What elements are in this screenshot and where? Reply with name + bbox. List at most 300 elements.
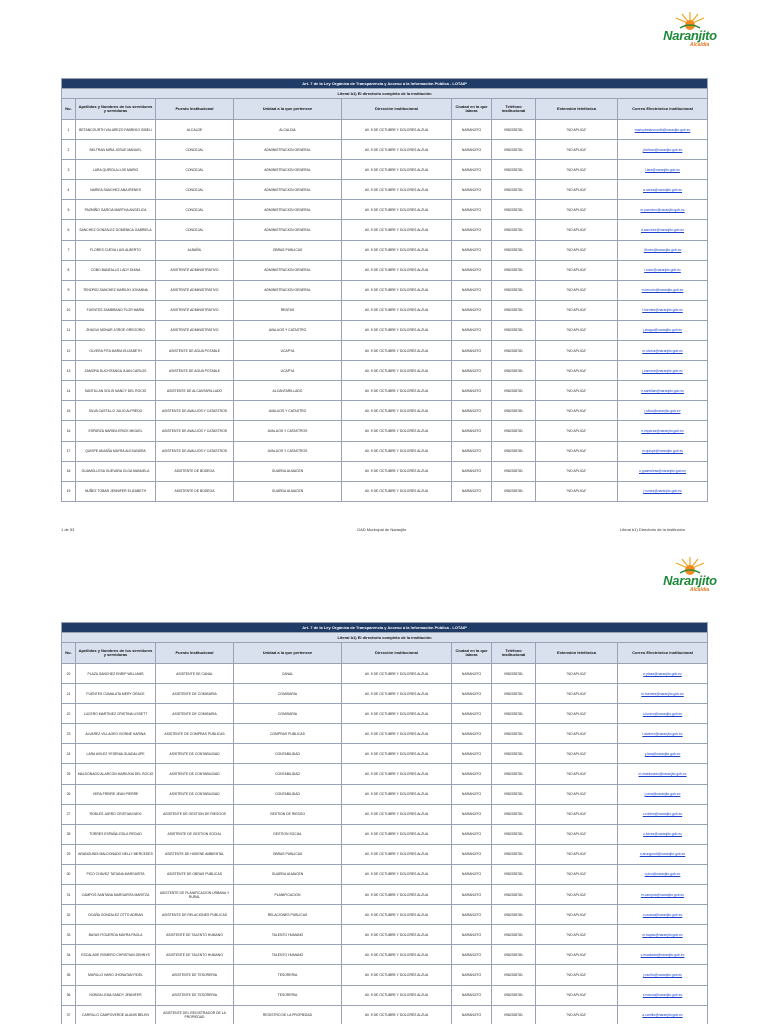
col-header-unidad: Unidad a la que pertenece bbox=[234, 99, 342, 120]
cell-ciudad: NARANJITO bbox=[452, 300, 492, 320]
cell-ciudad: NARANJITO bbox=[452, 704, 492, 724]
cell-telefono: 0982335781 bbox=[492, 1005, 536, 1024]
cell-no: 11 bbox=[62, 320, 76, 340]
table-row bbox=[62, 724, 708, 744]
cell-no: 24 bbox=[62, 744, 76, 764]
cell-direccion: AV. 9 DE OCTUBRE Y DOLORES ALZUA bbox=[342, 300, 452, 320]
cell-no: 12 bbox=[62, 341, 76, 361]
cell-no: 17 bbox=[62, 441, 76, 461]
cell-telefono: 0982335781 bbox=[492, 120, 536, 140]
cell-ciudad: NARANJITO bbox=[452, 140, 492, 160]
cell-name: FUENTES ZAMBRANO FLOR MARIA bbox=[76, 300, 156, 320]
cell-unidad: AVALUOS Y CATASTROS bbox=[234, 421, 342, 441]
email-link[interactable]: m.tenorio@naranjito.gob.ec bbox=[641, 288, 684, 293]
cell-email bbox=[618, 140, 708, 160]
cell-telefono: 0982335781 bbox=[492, 341, 536, 361]
table-row bbox=[62, 120, 708, 140]
cell-telefono: 0982335781 bbox=[492, 925, 536, 945]
email-link[interactable]: a.narea@naranjito.gob.ec bbox=[642, 187, 683, 192]
cell-email bbox=[618, 905, 708, 925]
email-link[interactable]: z.torres@naranjito.gob.ec bbox=[643, 832, 682, 837]
cell-extension: "NO APLICA" bbox=[536, 441, 618, 461]
cell-name: BETANCOURTH VALAREZO FABRIXIO GIBELI bbox=[76, 120, 156, 140]
cell-unidad: ALCANTARILLADO bbox=[234, 381, 342, 401]
cell-unidad: COMISARIA bbox=[234, 684, 342, 704]
cell-direccion: AV. 9 DE OCTUBRE Y DOLORES ALZUA bbox=[342, 140, 452, 160]
cell-name: LARA QUIROLA LUIS MARIO bbox=[76, 160, 156, 180]
cell-extension: "NO APLICA" bbox=[536, 200, 618, 220]
cell-direccion: AV. 9 DE OCTUBRE Y DOLORES ALZUA bbox=[342, 320, 452, 340]
cell-unidad: ADMINISTRACION GENERAL bbox=[234, 220, 342, 240]
cell-name: ESPARZA NARIEA ERICK MIGUEL bbox=[76, 421, 156, 441]
cell-telefono: 0982335781 bbox=[492, 885, 536, 905]
cell-name: TENORIO SANCHEZ MARIUXI JOHANNA bbox=[76, 280, 156, 300]
cell-name: NUÑEZ TOBAR JENNIFER ELIZABETH bbox=[76, 481, 156, 501]
directory-table bbox=[61, 78, 708, 502]
cell-extension: "NO APLICA" bbox=[536, 684, 618, 704]
cell-direccion: AV. 9 DE OCTUBRE Y DOLORES ALZUA bbox=[342, 784, 452, 804]
cell-puesto: ASISTENTE DE OBRAS PUBLICAS bbox=[156, 864, 234, 884]
table-row bbox=[62, 744, 708, 764]
cell-telefono: 0982335781 bbox=[492, 784, 536, 804]
cell-unidad: GUARDA ALMACEN bbox=[234, 461, 342, 481]
cell-extension: "NO APLICA" bbox=[536, 965, 618, 985]
table-subtitle: Literal b1) El directorio completo de la institución bbox=[62, 89, 708, 99]
email-link[interactable]: y.lara@naranjito.gob.ec bbox=[644, 751, 681, 756]
cell-puesto: ASISTENTE ADMINISTRATIVO bbox=[156, 280, 234, 300]
cell-name: MALDONADO ALARCON MARIUXIA DEL ROCIO bbox=[76, 764, 156, 784]
cell-puesto: CONCEJAL bbox=[156, 200, 234, 220]
table-row bbox=[62, 824, 708, 844]
cell-extension: "NO APLICA" bbox=[536, 341, 618, 361]
email-link[interactable]: m.campos@naranjito.gob.ec bbox=[640, 892, 685, 897]
cell-email bbox=[618, 320, 708, 340]
table-subtitle: Literal b1) El directorio completo de la institución bbox=[62, 633, 708, 643]
cell-direccion: AV. 9 DE OCTUBRE Y DOLORES ALZUA bbox=[342, 200, 452, 220]
email-link[interactable]: j.murillo@naranjito.gob.ec bbox=[642, 972, 683, 977]
cell-extension: "NO APLICA" bbox=[536, 844, 618, 864]
cell-telefono: 0982335781 bbox=[492, 220, 536, 240]
cell-ciudad: NARANJITO bbox=[452, 885, 492, 905]
cell-ciudad: NARANJITO bbox=[452, 965, 492, 985]
cell-no: 33 bbox=[62, 925, 76, 945]
email-link[interactable]: j.nunez@naranjito.gob.ec bbox=[643, 489, 682, 494]
email-link[interactable]: c.escalada@naranjito.gob.ec bbox=[640, 952, 685, 957]
cell-telefono: 0982335781 bbox=[492, 361, 536, 381]
naranjito-logo bbox=[660, 10, 720, 50]
table-row bbox=[62, 844, 708, 864]
table-row bbox=[62, 260, 708, 280]
email-link[interactable]: s.noboa@naranjito.gob.ec bbox=[642, 993, 683, 998]
cell-email bbox=[618, 965, 708, 985]
cell-puesto: ASISTENTE DE CONTABILIDAD bbox=[156, 744, 234, 764]
cell-telefono: 0982335781 bbox=[492, 260, 536, 280]
cell-email bbox=[618, 844, 708, 864]
cell-email bbox=[618, 925, 708, 945]
email-link[interactable]: m.pazmino@naranjito.gob.ec bbox=[640, 207, 685, 212]
cell-no: 22 bbox=[62, 704, 76, 724]
cell-email bbox=[618, 160, 708, 180]
cell-ciudad: NARANJITO bbox=[452, 684, 492, 704]
cell-name: OLVERA PITA MARIA ELIZABETH bbox=[76, 341, 156, 361]
cell-unidad: GESTION DE RIESGO bbox=[234, 804, 342, 824]
cell-no: 18 bbox=[62, 461, 76, 481]
cell-direccion: AV. 9 DE OCTUBRE Y DOLORES ALZUA bbox=[342, 965, 452, 985]
cell-ciudad: NARANJITO bbox=[452, 724, 492, 744]
cell-unidad: ADMINISTRACION GENERAL bbox=[234, 280, 342, 300]
cell-no: 7 bbox=[62, 240, 76, 260]
email-link[interactable]: d.sanchez@naranjito.gob.ec bbox=[640, 228, 685, 233]
cell-unidad: RENTAS bbox=[234, 300, 342, 320]
cell-ciudad: NARANJITO bbox=[452, 905, 492, 925]
table-row bbox=[62, 140, 708, 160]
cell-no: 31 bbox=[62, 885, 76, 905]
cell-extension: "NO APLICA" bbox=[536, 120, 618, 140]
table-row bbox=[62, 764, 708, 784]
cell-extension: "NO APLICA" bbox=[536, 180, 618, 200]
cell-puesto: ASISTENTE DE BODEGA bbox=[156, 461, 234, 481]
cell-ciudad: NARANJITO bbox=[452, 441, 492, 461]
cell-ciudad: NARANJITO bbox=[452, 200, 492, 220]
email-link[interactable]: c.robles@naranjito.gob.ec bbox=[642, 812, 683, 817]
email-link[interactable]: a.carrillo@naranjito.gob.ec bbox=[642, 1013, 683, 1018]
cell-no: 19 bbox=[62, 481, 76, 501]
email-link[interactable]: m.bayas@naranjito.gob.ec bbox=[642, 932, 683, 937]
table-row bbox=[62, 180, 708, 200]
email-link[interactable]: n.arungundi@naranjito.gob.ec bbox=[639, 852, 686, 857]
col-header-email: Correo Electrónico institucional bbox=[618, 99, 708, 120]
cell-puesto: ASISTENTE DE GESTION DE RIESGOS bbox=[156, 804, 234, 824]
email-link[interactable]: m.fuentes@naranjito.gob.ec bbox=[641, 691, 684, 696]
cell-email bbox=[618, 341, 708, 361]
cell-extension: "NO APLICA" bbox=[536, 764, 618, 784]
cell-extension: "NO APLICA" bbox=[536, 401, 618, 421]
cell-email bbox=[618, 421, 708, 441]
cell-no: 2 bbox=[62, 140, 76, 160]
col-header-telefono: Teléfono institucional bbox=[492, 643, 536, 664]
email-link[interactable]: f.fuentes@naranjito.gob.ec bbox=[642, 308, 683, 313]
table-row bbox=[62, 381, 708, 401]
cell-ciudad: NARANJITO bbox=[452, 120, 492, 140]
table-row bbox=[62, 965, 708, 985]
cell-unidad: REGISTRO DE LA PROPIEDAD bbox=[234, 1005, 342, 1024]
cell-direccion: AV. 9 DE OCTUBRE Y DOLORES ALZUA bbox=[342, 744, 452, 764]
cell-telefono: 0982335781 bbox=[492, 824, 536, 844]
table-row bbox=[62, 481, 708, 501]
cell-puesto: ASISTENTE DE TALENTO HUMANO bbox=[156, 945, 234, 965]
cell-extension: "NO APLICA" bbox=[536, 945, 618, 965]
cell-puesto: CONCEJAL bbox=[156, 220, 234, 240]
email-link[interactable]: i.alvarez@naranjito.gob.ec bbox=[642, 731, 683, 736]
email-link[interactable]: j.zhagui@naranjito.gob.ec bbox=[642, 328, 683, 333]
cell-puesto: ALBAÑIL bbox=[156, 240, 234, 260]
cell-telefono: 0982335781 bbox=[492, 461, 536, 481]
col-header-puesto: Puesto Institucional bbox=[156, 643, 234, 664]
cell-ciudad: NARANJITO bbox=[452, 461, 492, 481]
cell-direccion: AV. 9 DE OCTUBRE Y DOLORES ALZUA bbox=[342, 120, 452, 140]
cell-puesto: ASISTENTE DE AVALUOS Y CATASTROS bbox=[156, 441, 234, 461]
cell-ciudad: NARANJITO bbox=[452, 764, 492, 784]
cell-direccion: AV. 9 DE OCTUBRE Y DOLORES ALZUA bbox=[342, 441, 452, 461]
email-link[interactable]: m.olvera@naranjito.gob.ec bbox=[642, 348, 683, 353]
cell-puesto: ASISTENTE DE BODEGA bbox=[156, 481, 234, 501]
cell-ciudad: NARANJITO bbox=[452, 804, 492, 824]
col-header-no: No. bbox=[62, 643, 76, 664]
cell-puesto: ASISTENTE ADMINISTRATIVO bbox=[156, 260, 234, 280]
footer-center: GAD Municipal de Naranjito bbox=[357, 527, 407, 532]
cell-telefono: 0982335781 bbox=[492, 320, 536, 340]
cell-no: 10 bbox=[62, 300, 76, 320]
cell-email bbox=[618, 200, 708, 220]
cell-unidad: RELACIONES PUBLICAS bbox=[234, 905, 342, 925]
cell-name: LARA AVILEZ YESENIA GUADALUPE bbox=[76, 744, 156, 764]
cell-no: 29 bbox=[62, 844, 76, 864]
cell-direccion: AV. 9 DE OCTUBRE Y DOLORES ALZUA bbox=[342, 864, 452, 884]
table-row bbox=[62, 200, 708, 220]
cell-puesto: ASISTENTE DE CONTABILIDAD bbox=[156, 764, 234, 784]
cell-name: TORRES ESPAÑA ZOILA PIEDAD bbox=[76, 824, 156, 844]
cell-name: PAZMIÑO GARCIA MARTHA ANGELICA bbox=[76, 200, 156, 220]
cell-no: 4 bbox=[62, 180, 76, 200]
cell-email bbox=[618, 864, 708, 884]
email-link[interactable]: m.quispe@naranjito.gob.ec bbox=[641, 449, 684, 454]
cell-unidad: AVALUOS Y CATASTRO bbox=[234, 320, 342, 340]
cell-extension: "NO APLICA" bbox=[536, 280, 618, 300]
cell-direccion: AV. 9 DE OCTUBRE Y DOLORES ALZUA bbox=[342, 461, 452, 481]
cell-direccion: AV. 9 DE OCTUBRE Y DOLORES ALZUA bbox=[342, 945, 452, 965]
cell-telefono: 0982335781 bbox=[492, 664, 536, 684]
cell-unidad: ADMINISTRACION GENERAL bbox=[234, 140, 342, 160]
email-link[interactable]: e.esparza@naranjito.gob.ec bbox=[641, 428, 684, 433]
cell-direccion: AV. 9 DE OCTUBRE Y DOLORES ALZUA bbox=[342, 804, 452, 824]
cell-ciudad: NARANJITO bbox=[452, 844, 492, 864]
cell-ciudad: NARANJITO bbox=[452, 925, 492, 945]
email-link[interactable]: l.lara@naranjito.gob.ec bbox=[645, 167, 680, 172]
cell-extension: "NO APLICA" bbox=[536, 985, 618, 1005]
email-link[interactable]: m.maldonado@naranjito.gob.ec bbox=[638, 772, 687, 777]
cell-no: 16 bbox=[62, 421, 76, 441]
cell-email bbox=[618, 240, 708, 260]
cell-email bbox=[618, 461, 708, 481]
cell-name: SANTILLAN SOLIS NANCY DEL ROCIO bbox=[76, 381, 156, 401]
cell-puesto: ASISTENTE DE TESORERIA bbox=[156, 985, 234, 1005]
cell-name: FUENTES CUMALATA MERY GRACE bbox=[76, 684, 156, 704]
cell-ciudad: NARANJITO bbox=[452, 481, 492, 501]
email-link[interactable]: j.zamora@naranjito.gob.ec bbox=[642, 368, 683, 373]
cell-extension: "NO APLICA" bbox=[536, 240, 618, 260]
cell-email bbox=[618, 1005, 708, 1024]
cell-no: 9 bbox=[62, 280, 76, 300]
cell-name: NARIEA SANCHEZ ANA IRENES bbox=[76, 180, 156, 200]
directory-table bbox=[61, 622, 708, 1024]
cell-direccion: AV. 9 DE OCTUBRE Y DOLORES ALZUA bbox=[342, 905, 452, 925]
email-link[interactable]: e.plaza@naranjito.gob.ec bbox=[643, 671, 682, 676]
cell-telefono: 0982335781 bbox=[492, 724, 536, 744]
table-row bbox=[62, 220, 708, 240]
cell-telefono: 0982335781 bbox=[492, 704, 536, 724]
cell-puesto: ASISTENTE DE CANAL bbox=[156, 664, 234, 684]
col-header-no: No. bbox=[62, 99, 76, 120]
cell-telefono: 0982335781 bbox=[492, 684, 536, 704]
cell-telefono: 0982335781 bbox=[492, 160, 536, 180]
cell-no: 26 bbox=[62, 784, 76, 804]
cell-ciudad: NARANJITO bbox=[452, 361, 492, 381]
email-link[interactable]: l.cobo@naranjito.gob.ec bbox=[644, 268, 681, 273]
directory-table-wrapper bbox=[61, 78, 707, 502]
cell-extension: "NO APLICA" bbox=[536, 925, 618, 945]
cell-no: 6 bbox=[62, 220, 76, 240]
cell-extension: "NO APLICA" bbox=[536, 361, 618, 381]
cell-telefono: 0982335781 bbox=[492, 441, 536, 461]
email-link[interactable]: t.pico@naranjito.gob.ec bbox=[644, 872, 681, 877]
cell-no: 28 bbox=[62, 824, 76, 844]
cell-email bbox=[618, 985, 708, 1005]
cell-name: COBO BANZALLO LADY DIANA bbox=[76, 260, 156, 280]
table-row bbox=[62, 945, 708, 965]
cell-puesto: ASISTENTE DE CONTABILIDAD bbox=[156, 784, 234, 804]
cell-extension: "NO APLICA" bbox=[536, 300, 618, 320]
cell-extension: "NO APLICA" bbox=[536, 784, 618, 804]
email-link[interactable]: j.silva@naranjito.gob.ec bbox=[644, 408, 681, 413]
cell-unidad: CONTABILIDAD bbox=[234, 764, 342, 784]
cell-unidad: ADMINISTRACION GENERAL bbox=[234, 180, 342, 200]
table-row bbox=[62, 1005, 708, 1024]
table-row bbox=[62, 664, 708, 684]
cell-extension: "NO APLICA" bbox=[536, 320, 618, 340]
email-link[interactable]: c.lucero@naranjito.gob.ec bbox=[642, 711, 683, 716]
cell-no: 13 bbox=[62, 361, 76, 381]
cell-puesto: ASISTENTE DE AVALUOS Y CATASTROS bbox=[156, 401, 234, 421]
cell-email bbox=[618, 784, 708, 804]
table-row bbox=[62, 240, 708, 260]
cell-ciudad: NARANJITO bbox=[452, 160, 492, 180]
cell-telefono: 0982335781 bbox=[492, 945, 536, 965]
cell-ciudad: NARANJITO bbox=[452, 945, 492, 965]
cell-ciudad: NARANJITO bbox=[452, 320, 492, 340]
cell-direccion: AV. 9 DE OCTUBRE Y DOLORES ALZUA bbox=[342, 764, 452, 784]
cell-puesto: CONCEJAL bbox=[156, 160, 234, 180]
cell-name: VERA FREIRE JEAN PIERRE bbox=[76, 784, 156, 804]
table-row bbox=[62, 401, 708, 421]
cell-email bbox=[618, 885, 708, 905]
table-row bbox=[62, 341, 708, 361]
cell-name: ESCALADE ROMERO CHRISTIAN DENNYS bbox=[76, 945, 156, 965]
cell-extension: "NO APLICA" bbox=[536, 1005, 618, 1024]
cell-direccion: AV. 9 DE OCTUBRE Y DOLORES ALZUA bbox=[342, 260, 452, 280]
email-link[interactable]: marioybetancourth@naranjito.gob.ec bbox=[634, 127, 691, 132]
cell-ciudad: NARANJITO bbox=[452, 985, 492, 1005]
cell-name: ARANGUNDI MALDONADO NELLY MERCEDES bbox=[76, 844, 156, 864]
col-header-email: Correo Electrónico institucional bbox=[618, 643, 708, 664]
cell-extension: "NO APLICA" bbox=[536, 724, 618, 744]
cell-direccion: AV. 9 DE OCTUBRE Y DOLORES ALZUA bbox=[342, 381, 452, 401]
email-link[interactable]: o.ocana@naranjito.gob.ec bbox=[642, 912, 683, 917]
cell-extension: "NO APLICA" bbox=[536, 421, 618, 441]
col-header-extension: Extensión telefónica bbox=[536, 643, 618, 664]
cell-email bbox=[618, 664, 708, 684]
cell-telefono: 0982335781 bbox=[492, 965, 536, 985]
cell-telefono: 0982335781 bbox=[492, 844, 536, 864]
cell-email bbox=[618, 361, 708, 381]
cell-no: 15 bbox=[62, 401, 76, 421]
col-header-puesto: Puesto Institucional bbox=[156, 99, 234, 120]
email-link[interactable]: n.santillan@naranjito.gob.ec bbox=[641, 388, 684, 393]
cell-puesto: ASISTENTE ADMINISTRATIVO bbox=[156, 300, 234, 320]
table-row bbox=[62, 885, 708, 905]
cell-unidad: UCAPYA bbox=[234, 361, 342, 381]
cell-puesto: ASISTENTE DE TALENTO HUMANO bbox=[156, 925, 234, 945]
cell-no: 23 bbox=[62, 724, 76, 744]
email-link[interactable]: j.vera@naranjito.gob.ec bbox=[644, 792, 681, 797]
cell-extension: "NO APLICA" bbox=[536, 824, 618, 844]
cell-extension: "NO APLICA" bbox=[536, 260, 618, 280]
cell-telefono: 0982335781 bbox=[492, 140, 536, 160]
cell-extension: "NO APLICA" bbox=[536, 140, 618, 160]
logo-subtext: Alcaldía bbox=[690, 587, 710, 593]
col-header-direccion: Dirección institucional bbox=[342, 643, 452, 664]
cell-name: SANCHEZ GONZALEZ DOMENICA GABRIELA bbox=[76, 220, 156, 240]
table-body-page-1 bbox=[62, 120, 708, 502]
cell-telefono: 0982335781 bbox=[492, 300, 536, 320]
email-link[interactable]: l.flores@naranjito.gob.ec bbox=[643, 248, 682, 253]
cell-telefono: 0982335781 bbox=[492, 240, 536, 260]
cell-direccion: AV. 9 DE OCTUBRE Y DOLORES ALZUA bbox=[342, 684, 452, 704]
table-title: Art. 7 de la Ley Orgánica de Transparencia y Acceso a la Información Pública - LOTAIP bbox=[62, 79, 708, 89]
footer-page-number: 1 de 53 bbox=[61, 527, 75, 532]
cell-email bbox=[618, 704, 708, 724]
cell-ciudad: NARANJITO bbox=[452, 220, 492, 240]
cell-name: ROBLES JARRO CRISTIAN NEXI bbox=[76, 804, 156, 824]
cell-telefono: 0982335781 bbox=[492, 864, 536, 884]
col-header-telefono: Teléfono institucional bbox=[492, 99, 536, 120]
cell-direccion: AV. 9 DE OCTUBRE Y DOLORES ALZUA bbox=[342, 844, 452, 864]
cell-unidad: CONTABILIDAD bbox=[234, 744, 342, 764]
cell-puesto: ALCALDE bbox=[156, 120, 234, 140]
cell-email bbox=[618, 401, 708, 421]
cell-puesto: ASISTENTE DE AGUA POTABLE bbox=[156, 341, 234, 361]
table-row bbox=[62, 925, 708, 945]
cell-extension: "NO APLICA" bbox=[536, 704, 618, 724]
email-link[interactable]: j.beltran@naranjito.gob.ec bbox=[642, 147, 683, 152]
cell-email bbox=[618, 684, 708, 704]
cell-unidad: GUARDA ALMACEN bbox=[234, 864, 342, 884]
cell-direccion: AV. 9 DE OCTUBRE Y DOLORES ALZUA bbox=[342, 401, 452, 421]
cell-direccion: AV. 9 DE OCTUBRE Y DOLORES ALZUA bbox=[342, 481, 452, 501]
cell-unidad: OBRAS PUBLICAS bbox=[234, 844, 342, 864]
cell-no: 30 bbox=[62, 864, 76, 884]
cell-email bbox=[618, 120, 708, 140]
cell-unidad: GUARDA ALMACEN bbox=[234, 481, 342, 501]
cell-puesto: CONCEJAL bbox=[156, 180, 234, 200]
cell-name: QUISPE ANJAÑA MAYRA ALEXANDRA bbox=[76, 441, 156, 461]
cell-email bbox=[618, 280, 708, 300]
cell-ciudad: NARANJITO bbox=[452, 260, 492, 280]
cell-email bbox=[618, 220, 708, 240]
table-row bbox=[62, 361, 708, 381]
email-link[interactable]: o.guamolesa@naranjito.gob.ec bbox=[639, 469, 686, 474]
cell-no: 34 bbox=[62, 945, 76, 965]
cell-no: 21 bbox=[62, 684, 76, 704]
table-row bbox=[62, 905, 708, 925]
cell-ciudad: NARANJITO bbox=[452, 824, 492, 844]
cell-extension: "NO APLICA" bbox=[536, 160, 618, 180]
cell-direccion: AV. 9 DE OCTUBRE Y DOLORES ALZUA bbox=[342, 885, 452, 905]
table-row bbox=[62, 704, 708, 724]
cell-puesto: ASISTENTE DE ALCANTARILLADO bbox=[156, 381, 234, 401]
table-row bbox=[62, 160, 708, 180]
cell-no: 25 bbox=[62, 764, 76, 784]
cell-puesto: ASISTENTE DEL REGISTRADOR DE LA PROPIEDAD bbox=[156, 1005, 234, 1024]
